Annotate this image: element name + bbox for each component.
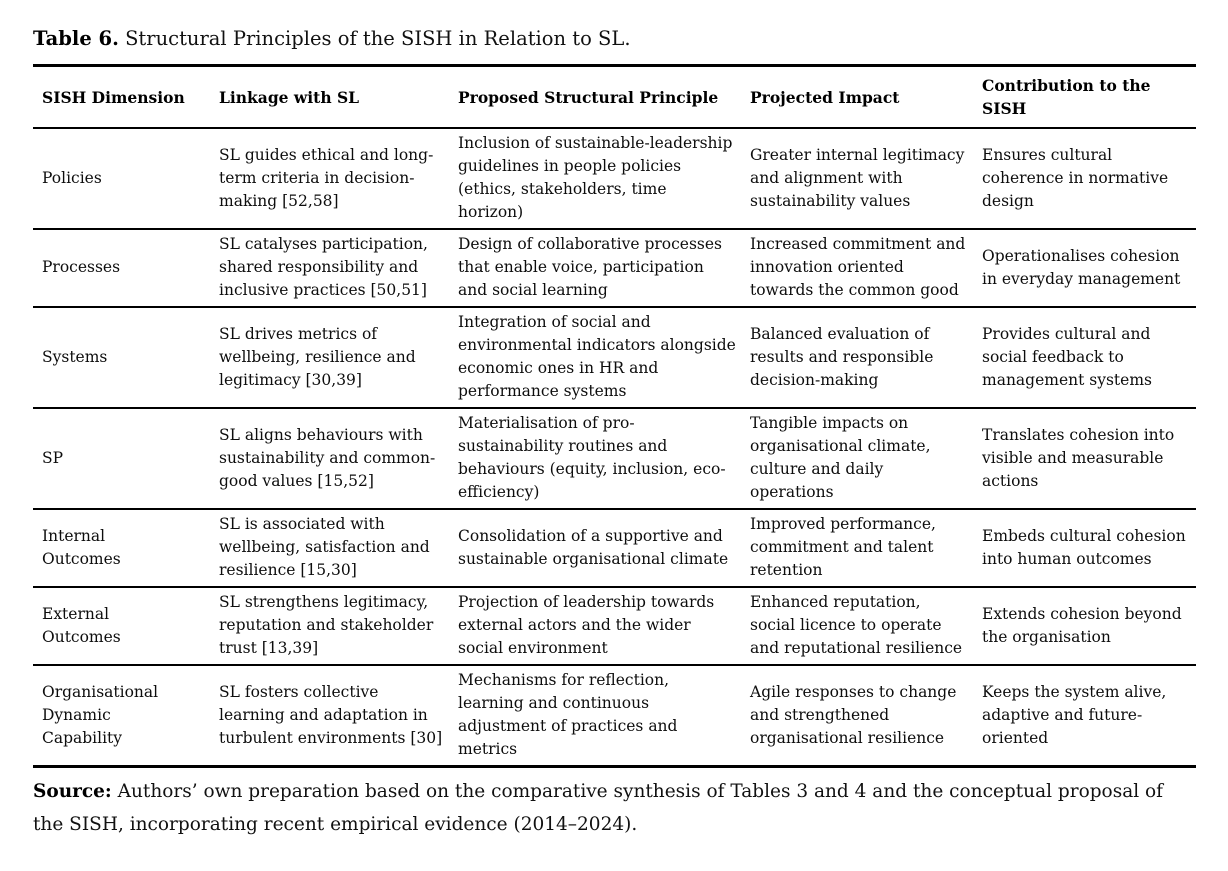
cell-contribution: Provides cultural and social feedback to management systems [982, 307, 1196, 408]
cell-impact: Tangible impacts on organisational climate, culture and daily operations [750, 408, 982, 509]
cell-contribution: Operationalises cohesion in everyday management [982, 229, 1196, 307]
cell-contribution: Ensures cultural coherence in normative design [982, 128, 1196, 229]
cell-principle: Materialisation of pro-sustainability routines and behaviours (equity, inclusion, eco-efficiency) [458, 408, 750, 509]
col-header-proposed-structural-principle: Proposed Structural Principle [458, 66, 750, 129]
cell-principle: Consolidation of a supportive and sustainable organisational climate [458, 509, 750, 587]
source-label: Source: [33, 781, 112, 803]
cell-dimension: Internal Outcomes [33, 509, 219, 587]
cell-principle: Projection of leadership towards external actors and the wider social environment [458, 587, 750, 665]
cell-dimension: Processes [33, 229, 219, 307]
table-caption-text: Structural Principles of the SISH in Relation to SL. [125, 27, 631, 50]
cell-contribution: Keeps the system alive, adaptive and future-oriented [982, 665, 1196, 767]
cell-principle: Integration of social and environmental indicators alongside economic ones in HR and performance systems [458, 307, 750, 408]
cell-dimension: SP [33, 408, 219, 509]
cell-dimension: Organisational Dynamic Capability [33, 665, 219, 767]
cell-linkage: SL aligns behaviours with sustainability and common-good values [15,52] [219, 408, 458, 509]
cell-impact: Increased commitment and innovation oriented towards the common good [750, 229, 982, 307]
cell-contribution: Embeds cultural cohesion into human outcomes [982, 509, 1196, 587]
cell-impact: Enhanced reputation, social licence to operate and reputational resilience [750, 587, 982, 665]
table-caption-label: Table 6. [33, 27, 119, 50]
table-row-external-outcomes [33, 587, 1196, 665]
cell-contribution: Extends cohesion beyond the organisation [982, 587, 1196, 665]
table-row-sp [33, 408, 1196, 509]
col-header-linkage-with-sl: Linkage with SL [219, 66, 458, 129]
cell-contribution: Translates cohesion into visible and measurable actions [982, 408, 1196, 509]
col-header-sish-dimension: SISH Dimension [33, 66, 219, 129]
cell-linkage: SL strengthens legitimacy, reputation and stakeholder trust [13,39] [219, 587, 458, 665]
source-note [33, 776, 1196, 841]
cell-linkage: SL guides ethical and long-term criteria in decision-making [52,58] [219, 128, 458, 229]
table-row-processes [33, 229, 1196, 307]
source-text: Authors’ own preparation based on the comparative synthesis of Tables 3 and 4 and the conceptual proposal of the SISH, incorporating recent empirical evidence (2014–2024). [33, 781, 1164, 835]
cell-dimension: Systems [33, 307, 219, 408]
cell-principle: Mechanisms for reflection, learning and continuous adjustment of practices and metrics [458, 665, 750, 767]
col-header-projected-impact: Projected Impact [750, 66, 982, 129]
cell-impact: Agile responses to change and strengthened organisational resilience [750, 665, 982, 767]
cell-linkage: SL is associated with wellbeing, satisfaction and resilience [15,30] [219, 509, 458, 587]
cell-linkage: SL drives metrics of wellbeing, resilience and legitimacy [30,39] [219, 307, 458, 408]
table-caption [33, 26, 1196, 51]
cell-principle: Design of collaborative processes that enable voice, participation and social learning [458, 229, 750, 307]
sish-structural-principles-table [33, 64, 1196, 768]
cell-principle: Inclusion of sustainable-leadership guidelines in people policies (ethics, stakeholders, time horizon) [458, 128, 750, 229]
cell-dimension: Policies [33, 128, 219, 229]
cell-linkage: SL fosters collective learning and adaptation in turbulent environments [30] [219, 665, 458, 767]
table-row-systems [33, 307, 1196, 408]
cell-impact: Greater internal legitimacy and alignment with sustainability values [750, 128, 982, 229]
table-row-internal-outcomes [33, 509, 1196, 587]
cell-dimension: External Outcomes [33, 587, 219, 665]
cell-impact: Improved performance, commitment and talent retention [750, 509, 982, 587]
header-row [33, 66, 1196, 129]
col-header-contribution-to-the-sish: Contribution to the SISH [982, 66, 1196, 129]
cell-impact: Balanced evaluation of results and responsible decision-making [750, 307, 982, 408]
table-row-organisational-dynamic-capability [33, 665, 1196, 767]
cell-linkage: SL catalyses participation, shared responsibility and inclusive practices [50,51] [219, 229, 458, 307]
table-row-policies [33, 128, 1196, 229]
